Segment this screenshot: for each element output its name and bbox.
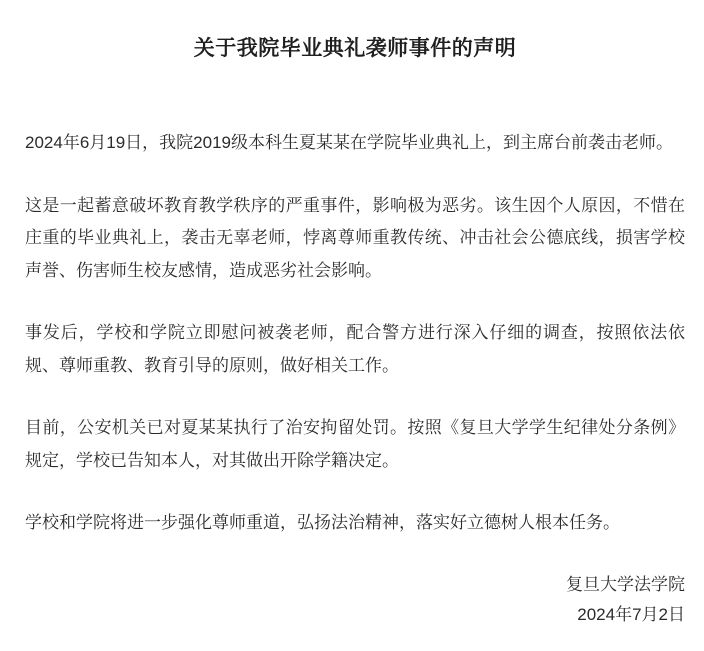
page-title — [25, 33, 685, 65]
page-title-text: 关于我院毕业典礼袭师事件的声明 — [193, 37, 517, 60]
signature: 复旦大学法学院 — [566, 574, 685, 594]
signature-block — [25, 570, 685, 630]
paragraph-punishment: 目前，公安机关已对夏某某执行了治安拘留处罚。按照《复旦大学学生纪律处分条例》规定，学校已告知本人，对其做出开除学籍决定。 — [25, 418, 685, 470]
paragraph-response: 事发后，学校和学院立即慰问被袭老师，配合警方进行深入仔细的调查，按照依法依规、尊师重教、教育引导的原则，做好相关工作。 — [25, 323, 685, 375]
paragraph-commitment: 学校和学院将进一步强化尊师重道，弘扬法治精神，落实好立德树人根本任务。 — [25, 513, 620, 532]
paragraph-condemnation: 这是一起蓄意破坏教育教学秩序的严重事件，影响极为恶劣。该生因个人原因，不惜在庄重的毕业典礼上，袭击无辜老师，悖离尊师重教传统、冲击社会公德底线，损害学校声誉、伤害师生校友感情，造成恶劣社会影响。 — [25, 195, 685, 280]
paragraph-incident: 2024年6月19日，我院2019级本科生夏某某在学院毕业典礼上，到主席台前袭击老师。 — [25, 133, 673, 152]
date: 2024年7月2日 — [577, 604, 685, 624]
